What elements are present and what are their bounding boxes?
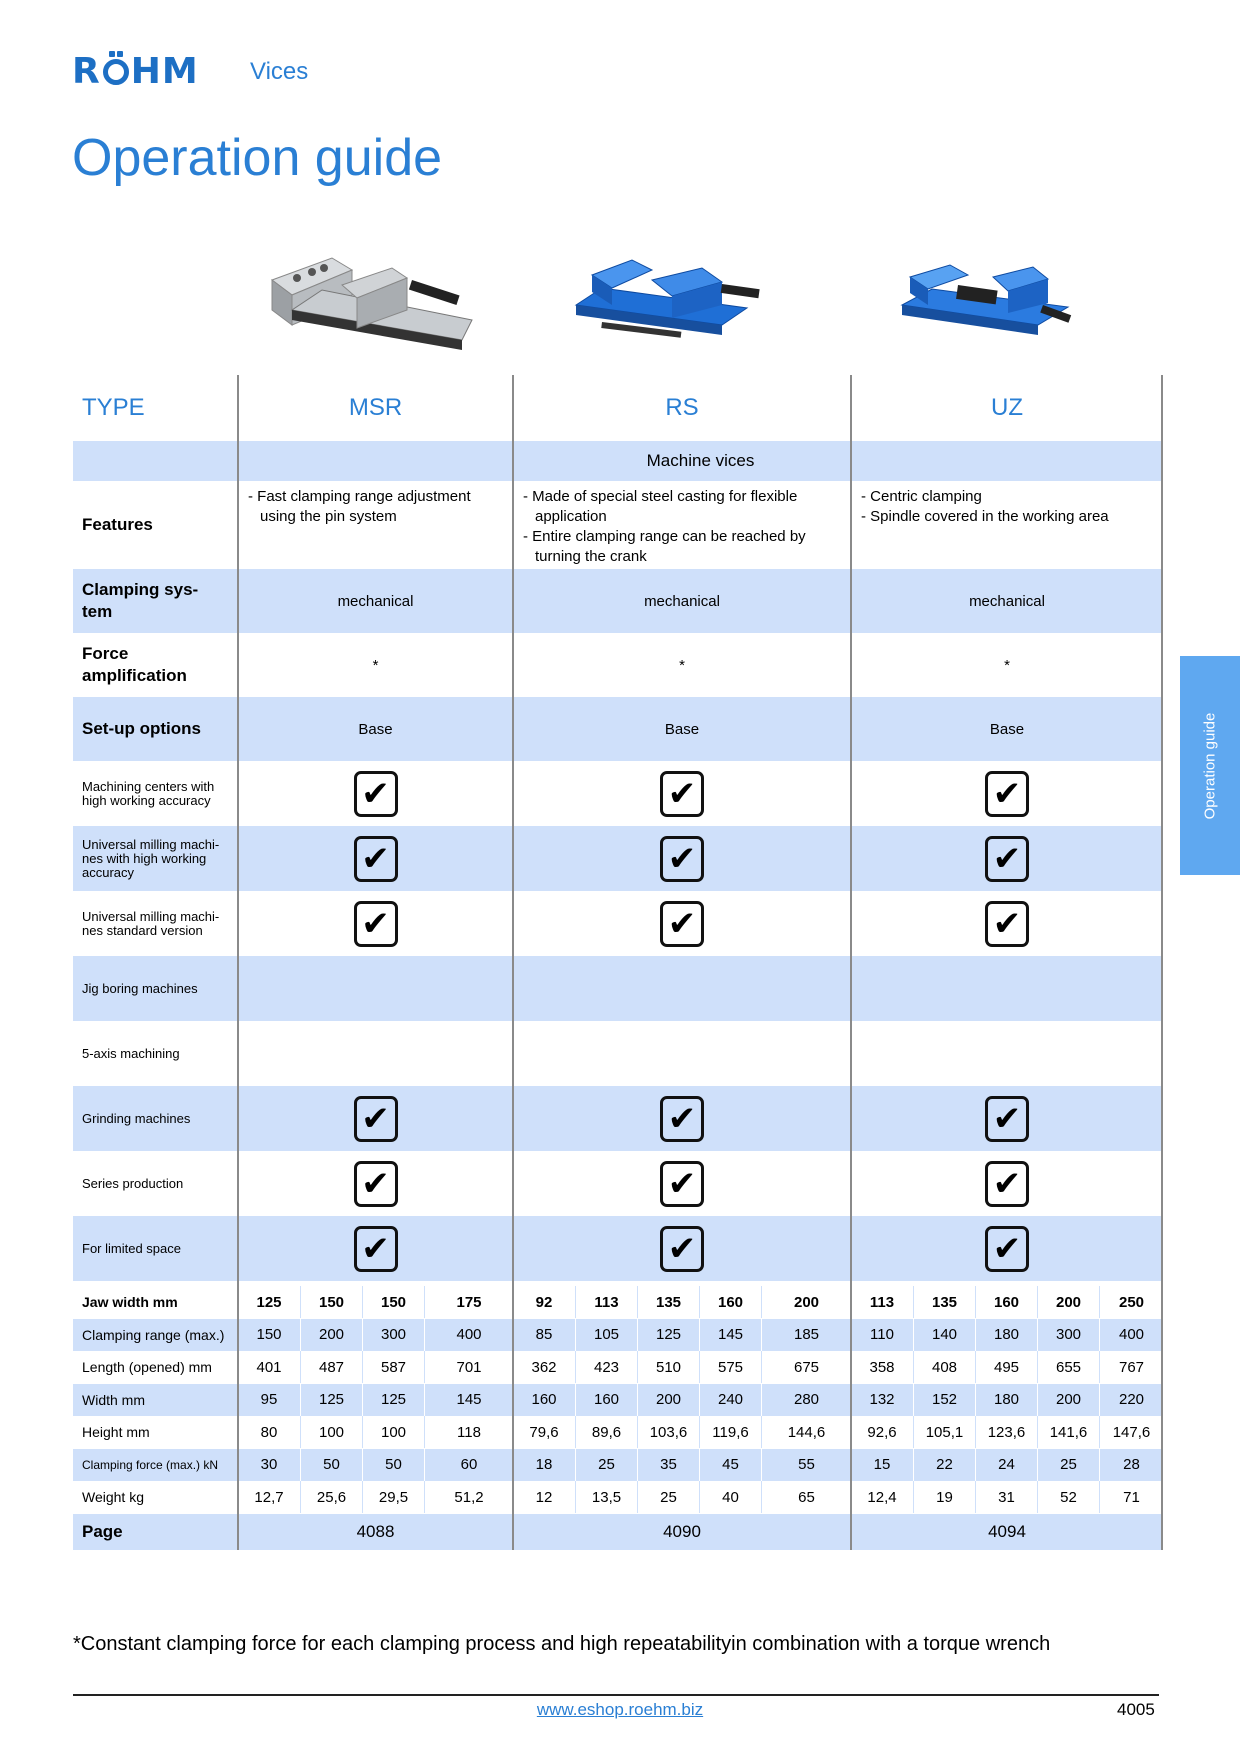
force-uz: * [1004,656,1010,674]
spec-value: 25,6 [300,1481,362,1513]
setup-msr: Base [358,720,393,738]
application-rs [513,1151,851,1216]
spec-value: 145 [699,1319,761,1351]
spec-value: 160 [975,1286,1037,1318]
spec-value: 362 [531,1358,557,1376]
force-amplification-label: Force amplification [82,644,187,685]
application-rs [513,1021,851,1086]
checkmark-icon: ✔ [985,1226,1029,1272]
spec-value: 400 [1099,1319,1163,1351]
spec-value: 31 [975,1481,1037,1513]
spec-value: 123,6 [975,1416,1037,1448]
page-uz: 4094 [988,1522,1026,1541]
application-uz [851,826,1163,891]
features-rs [513,481,851,569]
spec-value: 701 [424,1351,513,1383]
application-uz [851,1216,1163,1281]
spec-value: 45 [699,1449,761,1481]
page-rs: 4090 [663,1522,701,1541]
type-uz: UZ [991,394,1023,421]
spec-value: 100 [300,1416,362,1448]
spec-label: Height mm [82,1424,150,1440]
spec-value: 12,7 [254,1488,284,1506]
roehm-logo: R HM [72,51,199,92]
spec-value: 125 [300,1384,362,1416]
uz-vice-image [898,255,1088,345]
spec-value: 105 [575,1319,637,1351]
checkmark-icon: ✔ [354,771,398,817]
spec-value: 95 [260,1391,278,1408]
setup-uz: Base [989,720,1025,738]
spec-value: 125 [637,1319,699,1351]
spec-label: Width mm [82,1391,145,1408]
spec-value: 250 [1099,1286,1163,1318]
spec-value: 25 [637,1481,699,1513]
checkmark-icon: ✔ [985,836,1029,882]
section-tab[interactable] [1180,656,1240,875]
spec-value: 25 [1037,1449,1099,1481]
features-label: Features [82,515,153,534]
spec-value: 408 [913,1351,975,1383]
spec-value: 110 [870,1326,894,1343]
spec-value: 30 [260,1456,278,1473]
rs-vice-image [572,250,772,340]
application-label: 5-axis machining [82,1045,180,1061]
spec-value: 125 [256,1293,282,1311]
checkmark-icon: ✔ [660,1096,704,1142]
spec-value: 200 [300,1319,362,1351]
spec-value: 655 [1037,1351,1099,1383]
spec-label: Clamping range (max.) [82,1326,225,1343]
application-label: Machining centers with high working accuracy [82,778,215,808]
application-label: For limited space [82,1240,181,1256]
spec-value: 28 [1099,1449,1163,1481]
checkmark-icon: ✔ [354,901,398,947]
spec-value: 145 [424,1384,513,1416]
spec-value: 79,6 [529,1423,559,1441]
application-msr [238,826,513,891]
checkmark-icon: ✔ [660,836,704,882]
spec-value: 675 [761,1351,851,1383]
spec-value: 24 [975,1449,1037,1481]
spec-value: 113 [575,1286,637,1318]
category-label: Machine vices [646,451,755,470]
feature-line: - Centric clamping [861,488,982,505]
clamping-system-label: Clamping sys-tem [82,580,199,621]
application-rs [513,1216,851,1281]
checkmark-icon: ✔ [660,771,704,817]
spec-value: 50 [362,1449,424,1481]
checkmark-icon: ✔ [985,1161,1029,1207]
spec-value: 19 [913,1481,975,1513]
spec-value: 65 [761,1481,851,1513]
application-uz [851,891,1163,956]
setup-rs: Base [664,720,700,738]
column-divider [850,375,852,1550]
spec-value: 113 [869,1293,895,1311]
clamping-rs: mechanical [644,592,720,610]
spec-value: 767 [1099,1351,1163,1383]
spec-label: Length (opened) mm [82,1359,212,1375]
application-rs [513,761,851,826]
spec-value: 150 [256,1326,282,1343]
spec-value: 92 [535,1293,553,1311]
spec-value: 140 [913,1319,975,1351]
spec-value: 118 [424,1416,513,1448]
checkmark-icon: ✔ [354,1226,398,1272]
checkmark-icon: ✔ [985,1096,1029,1142]
column-divider [237,375,239,1550]
spec-value: 18 [535,1456,553,1473]
application-msr [238,891,513,956]
spec-value: 401 [256,1358,282,1376]
msr-vice-image [262,240,482,360]
application-uz [851,1021,1163,1086]
spec-value: 89,6 [575,1416,637,1448]
checkmark-icon: ✔ [660,1226,704,1272]
spec-value: 423 [575,1351,637,1383]
section-tab-label: Operation guide [1201,712,1219,819]
application-msr [238,1216,513,1281]
setup-options-label: Set-up options [82,719,201,738]
spec-value: 29,5 [362,1481,424,1513]
spec-value: 13,5 [575,1481,637,1513]
spec-value: 180 [975,1319,1037,1351]
spec-value: 52 [1037,1481,1099,1513]
spec-value: 144,6 [761,1416,851,1448]
feature-line: - Fast clamping range adjustment using the pin system [248,488,471,525]
spec-value: 240 [699,1384,761,1416]
spec-value: 200 [1037,1384,1099,1416]
spec-value: 300 [1037,1319,1099,1351]
spec-value: 100 [362,1416,424,1448]
spec-value: 150 [300,1286,362,1318]
checkmark-icon: ✔ [354,1096,398,1142]
application-uz [851,761,1163,826]
feature-line: - Made of special steel casting for flexible application [523,488,798,525]
spec-value: 22 [913,1449,975,1481]
spec-value: 141,6 [1037,1416,1099,1448]
spec-value: 575 [699,1351,761,1383]
spec-value: 150 [362,1286,424,1318]
checkmark-icon: ✔ [985,901,1029,947]
application-msr [238,761,513,826]
spec-value: 185 [761,1319,851,1351]
spec-value: 280 [761,1384,851,1416]
checkmark-icon: ✔ [660,1161,704,1207]
application-uz [851,956,1163,1021]
spec-value: 400 [424,1319,513,1351]
checkmark-icon: ✔ [985,771,1029,817]
spec-value: 119,6 [699,1416,761,1448]
force-msr: * [372,656,379,674]
page-msr: 4088 [356,1522,395,1541]
checkmark-icon: ✔ [660,901,704,947]
spec-value: 200 [637,1384,699,1416]
spec-value: 358 [869,1358,895,1376]
application-rs [513,1086,851,1151]
application-label: Jig boring machines [82,980,198,996]
spec-value: 160 [575,1384,637,1416]
application-msr [238,1021,513,1086]
type-msr: MSR [348,394,403,421]
page-label: Page [82,1522,123,1541]
spec-value: 495 [975,1351,1037,1383]
spec-value: 105,1 [913,1416,975,1448]
checkmark-icon: ✔ [354,1161,398,1207]
spec-value: 25 [575,1449,637,1481]
application-label: Universal milling machi-nes standard version [82,908,220,938]
application-msr [238,956,513,1021]
application-uz [851,1086,1163,1151]
spec-value: 12 [535,1488,553,1506]
features-uz [851,481,1163,569]
spec-value: 71 [1099,1481,1163,1513]
spec-value: 487 [300,1351,362,1383]
application-rs [513,826,851,891]
feature-line: - Spindle covered in the working area [861,508,1109,525]
footer-divider [73,1694,1159,1696]
clamping-uz: mechanical [969,592,1045,610]
spec-value: 55 [761,1449,851,1481]
type-rs: RS [665,394,699,421]
spec-label: Clamping force (max.) kN [82,1457,219,1472]
spec-value: 160 [531,1391,557,1408]
clamping-msr: mechanical [337,592,414,610]
spec-value: 135 [913,1286,975,1318]
spec-value: 103,6 [637,1416,699,1448]
application-label: Grinding machines [82,1110,191,1126]
shop-link[interactable]: www.eshop.roehm.biz [536,1700,704,1719]
column-divider [512,375,514,1550]
spec-value: 92,6 [867,1423,897,1441]
features-msr [238,481,513,569]
column-divider [1161,375,1163,1550]
spec-value: 80 [260,1423,278,1441]
spec-value: 125 [362,1384,424,1416]
spec-value: 12,4 [867,1488,897,1506]
section-label: Vices [250,58,309,85]
spec-value: 200 [1037,1286,1099,1318]
application-rs [513,956,851,1021]
spec-value: 152 [913,1384,975,1416]
application-rs [513,891,851,956]
spec-value: 35 [637,1449,699,1481]
force-rs: * [679,656,685,674]
application-msr [238,1151,513,1216]
spec-value: 175 [424,1286,513,1318]
spec-value: 147,6 [1099,1416,1163,1448]
page-number: 4005 [1117,1700,1155,1719]
application-label: Universal milling machi-nes with high working accuracy [82,836,220,880]
feature-line: - Entire clamping range can be reached by turning the crank [523,528,806,565]
spec-value: 200 [761,1286,851,1318]
spec-value: 15 [873,1456,891,1473]
spec-value: 510 [637,1351,699,1383]
spec-value: 50 [300,1449,362,1481]
application-label: Series production [82,1175,184,1191]
spec-value: 85 [535,1326,553,1343]
footnote: *Constant clamping force for each clamping process and high repeatabilityin combination with a torque wrench [73,1633,1051,1655]
type-label: TYPE [82,394,145,421]
spec-value: 220 [1099,1384,1163,1416]
spec-value: 180 [975,1384,1037,1416]
spec-value: 40 [699,1481,761,1513]
application-uz [851,1151,1163,1216]
spec-value: 587 [362,1351,424,1383]
spec-label: Jaw width mm [82,1294,178,1310]
spec-value: 300 [362,1319,424,1351]
checkmark-icon: ✔ [354,836,398,882]
application-msr [238,1086,513,1151]
spec-value: 60 [424,1449,513,1481]
spec-value: 135 [637,1286,699,1318]
spec-label: Weight kg [82,1489,144,1505]
spec-value: 132 [869,1391,895,1408]
spec-value: 51,2 [424,1481,513,1513]
page-title: Operation guide [72,129,443,187]
spec-value: 160 [699,1286,761,1318]
